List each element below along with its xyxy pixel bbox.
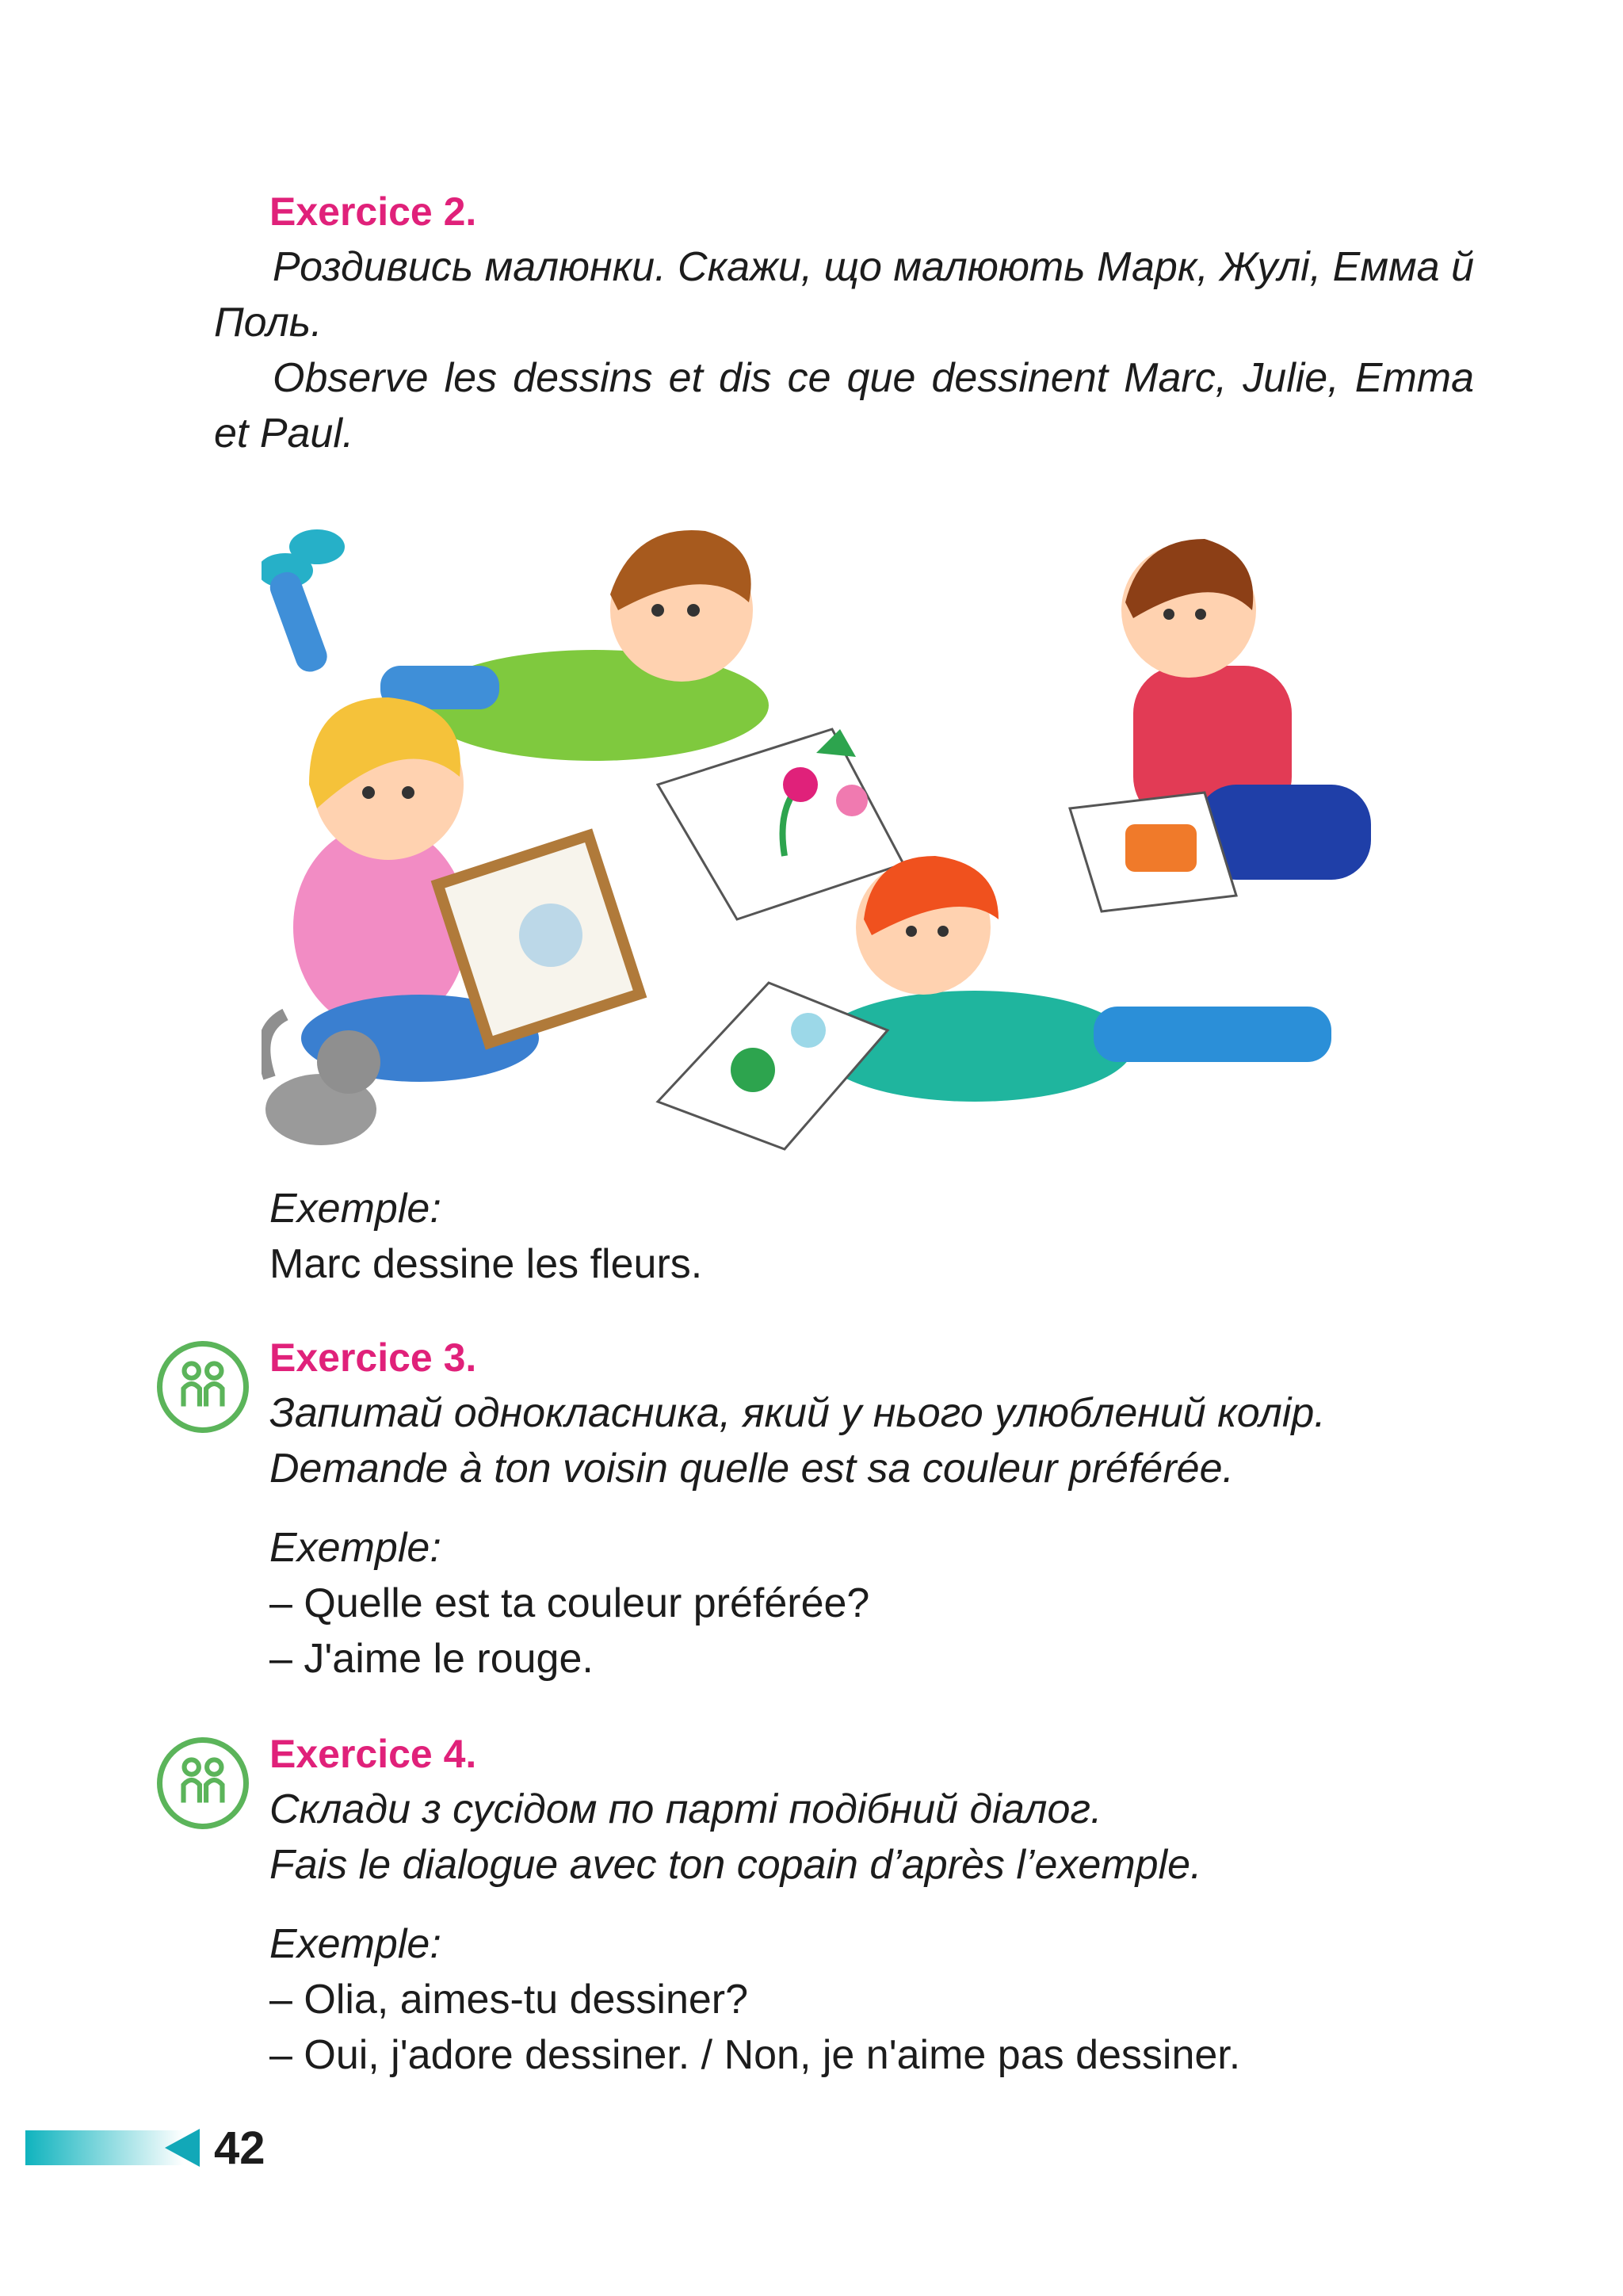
exercise3-title: Exercice 3. bbox=[269, 1335, 477, 1380]
exercise3-example-line-1: – Quelle est ta couleur préférée? bbox=[269, 1580, 870, 1626]
exercise3-instruction-fr: Demande à ton voisin quelle est sa couleur préférée. bbox=[269, 1446, 1234, 1492]
pair-work-icon bbox=[157, 1341, 249, 1433]
exercise3-example-line-2: – J'aime le rouge. bbox=[269, 1636, 594, 1682]
boy-kneeling-figure bbox=[1070, 539, 1371, 911]
exercise2-example-label: Exemple: bbox=[269, 1186, 441, 1232]
footer-accent-bar bbox=[25, 2130, 184, 2165]
exercise4-example-line-1: – Olia, aimes-tu dessiner? bbox=[269, 1977, 749, 2023]
pair-work-icon bbox=[157, 1737, 249, 1829]
exercise3-instruction-uk: Запитай однокласника, який у нього улюблений колір. bbox=[269, 1390, 1326, 1436]
page-number: 42 bbox=[214, 2122, 265, 2174]
exercise2-title: Exercice 2. bbox=[269, 189, 477, 234]
exercise4-example-line-2: – Oui, j'adore dessiner. / Non, je n'aime pas dessiner. bbox=[269, 2032, 1241, 2078]
exercise2-example-line-1: Marc dessine les fleurs. bbox=[269, 1241, 703, 1287]
exercise2-instruction-uk: Роздивись малюнки. Скажи, що малюють Марк, Жулі, Емма й Поль. bbox=[214, 244, 1474, 346]
exercise4-title: Exercice 4. bbox=[269, 1732, 477, 1776]
exercise4-instruction-uk: Склади з сусідом по парті подібний діалог. bbox=[269, 1786, 1102, 1832]
exercise4-instruction-fr: Fais le dialogue avec ton copain d’après l’exemple. bbox=[269, 1842, 1202, 1888]
exercise2-instruction-fr: Observe les dessins et dis ce que dessinent Marc, Julie, Emma et Paul. bbox=[214, 355, 1474, 457]
flower-drawing-paper bbox=[658, 729, 903, 919]
children-drawing-illustration bbox=[262, 523, 1411, 1157]
page-arrow-icon bbox=[165, 2129, 200, 2167]
exercise3-example-label: Exemple: bbox=[269, 1525, 441, 1571]
exercise4-example-label: Exemple: bbox=[269, 1921, 441, 1967]
